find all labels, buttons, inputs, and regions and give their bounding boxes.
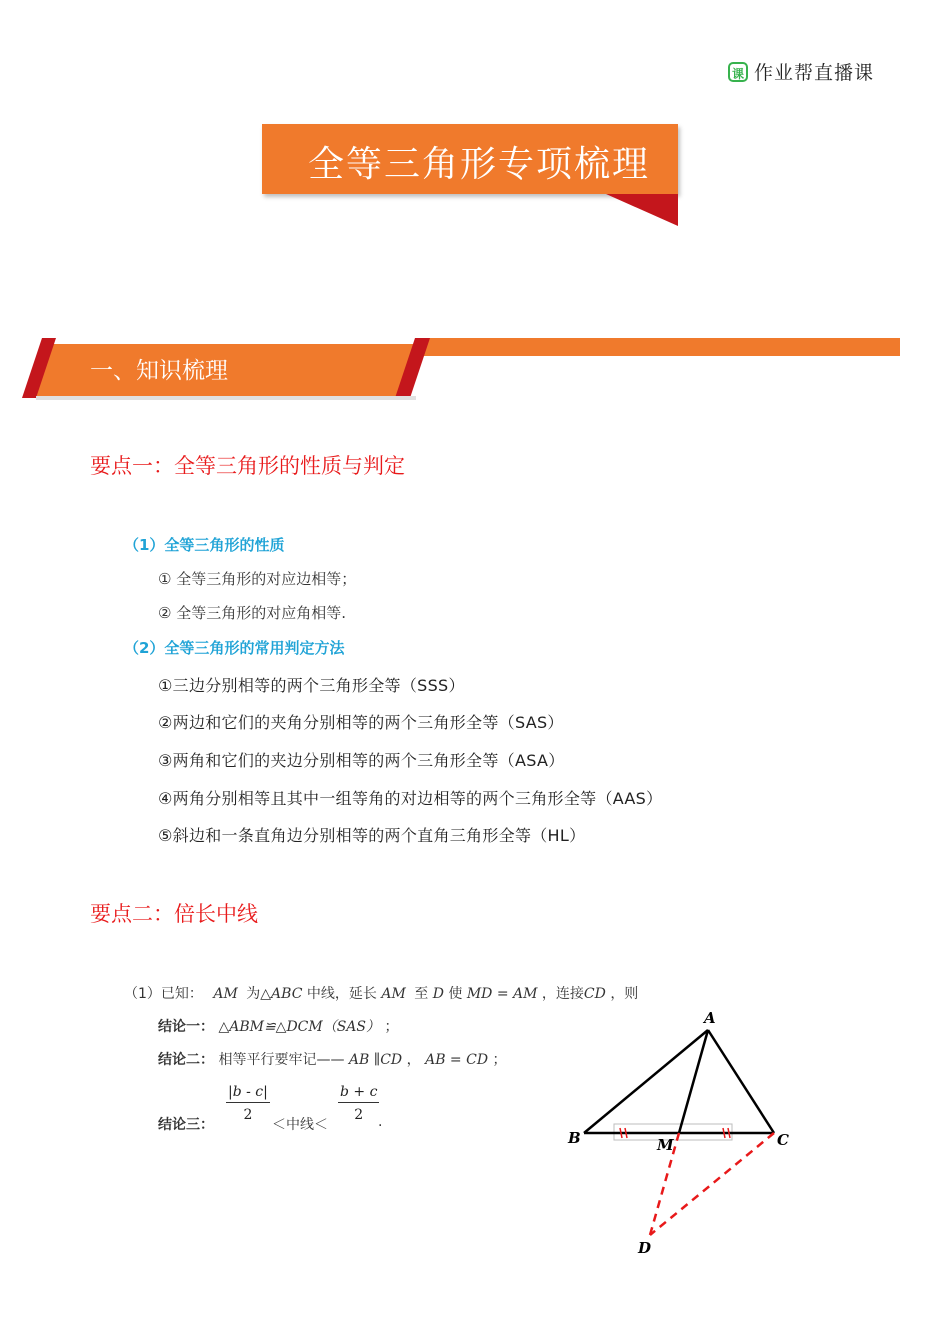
label-B: B bbox=[568, 1129, 581, 1147]
label-A: A bbox=[704, 1009, 716, 1027]
criterion-item: ③两角和它们的夹边分别相等的两个三角形全等（ASA） bbox=[158, 751, 565, 770]
title-fold-decoration bbox=[606, 194, 680, 228]
page-title: 全等三角形专项梳理 bbox=[308, 144, 651, 185]
point2-heading: 要点二：倍长中线 bbox=[90, 902, 258, 926]
criterion-item: ④两角分别相等且其中一组等角的对边相等的两个三角形全等（AAS） bbox=[158, 789, 663, 808]
brand-logo bbox=[728, 58, 874, 85]
criterion-item: ⑤斜边和一条直角边分别相等的两个直角三角形全等（HL） bbox=[158, 826, 586, 845]
conclusion-2: 结论二： 相等平行要牢记—— AB ∥CD ， AB = CD ； bbox=[158, 1052, 507, 1068]
fraction-left: $\frac{|b - c|}{2}$ bbox=[228, 1084, 268, 1123]
brand-name: 作业帮直播课 bbox=[754, 62, 875, 84]
section-title: 一、知识梳理 bbox=[90, 358, 228, 384]
title-banner bbox=[262, 124, 678, 194]
criterion-item: ①三边分别相等的两个三角形全等（SSS） bbox=[158, 676, 465, 695]
point1-heading: 要点一：全等三角形的性质与判定 bbox=[90, 454, 405, 478]
course-icon: 课 bbox=[728, 62, 748, 82]
label-M: M bbox=[657, 1136, 674, 1154]
given-statement: （1）已知： AM 为△ABC 中线，延长 AM 至 D 使 MD = AM ，连接CD ，则 bbox=[124, 986, 639, 1002]
sub1-heading: （1）全等三角形的性质 bbox=[124, 536, 285, 554]
sub2-heading: （2）全等三角形的常用判定方法 bbox=[124, 639, 345, 657]
fraction-right: $\frac{b + c}{2}$ bbox=[340, 1084, 378, 1123]
conclusion-3-middle: ＜中线＜ bbox=[272, 1117, 328, 1133]
property-item: ② 全等三角形的对应角相等. bbox=[158, 604, 346, 622]
conclusion-1: 结论一： △ABM≌△DCM（SAS） ； bbox=[158, 1019, 399, 1035]
conclusion-3-tail: . bbox=[378, 1114, 383, 1130]
property-item: ① 全等三角形的对应边相等； bbox=[158, 570, 357, 588]
criterion-item: ②两边和它们的夹角分别相等的两个三角形全等（SAS） bbox=[158, 713, 564, 732]
label-D: D bbox=[638, 1239, 652, 1257]
median-figure bbox=[560, 1000, 810, 1265]
conclusion-3-label: 结论三： bbox=[158, 1117, 214, 1133]
label-C: C bbox=[777, 1131, 789, 1149]
